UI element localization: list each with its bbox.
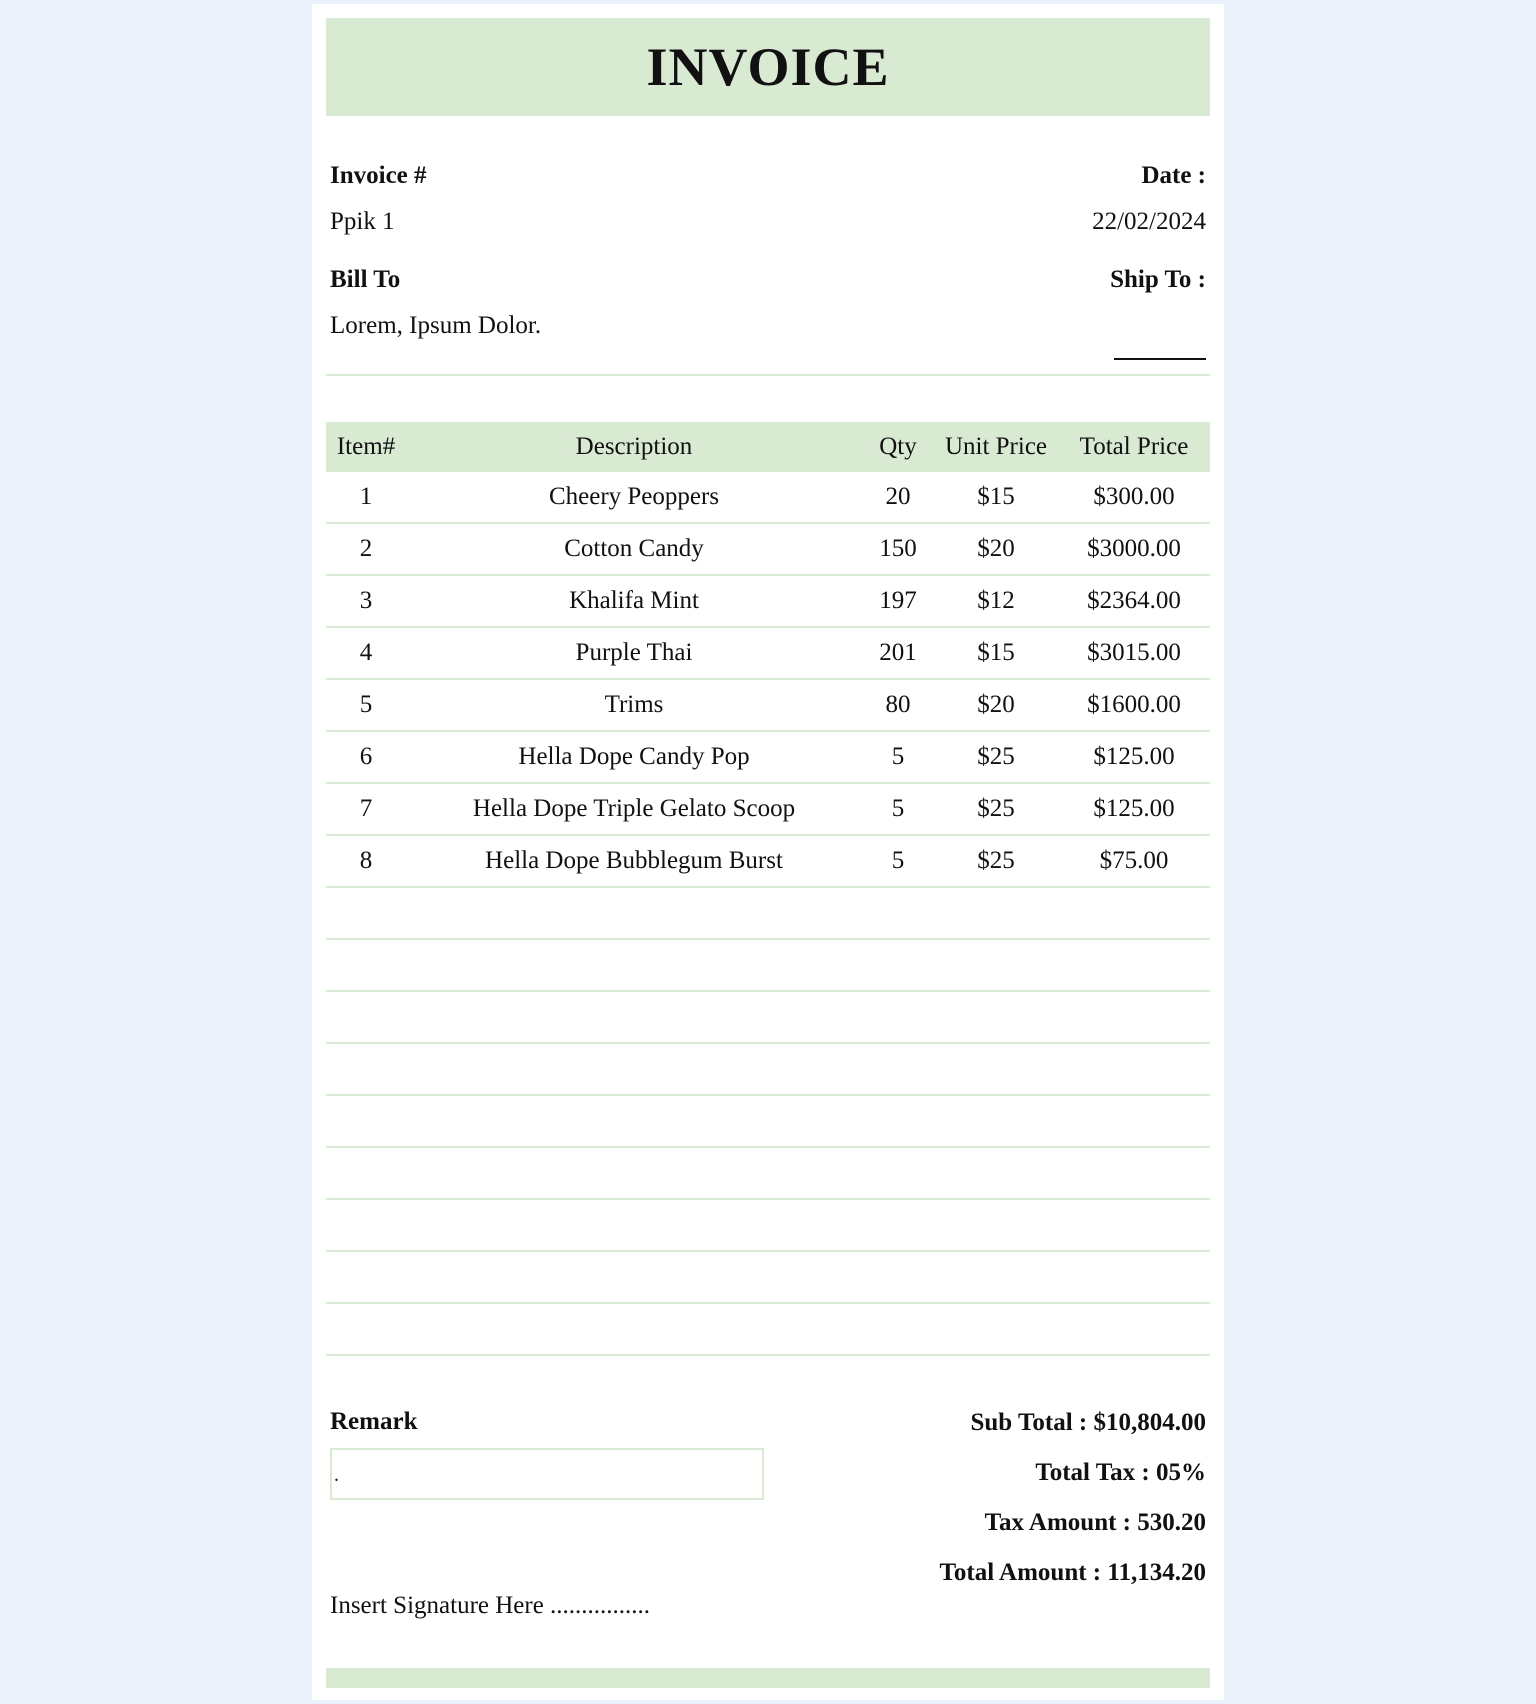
item-number-cell: 1 [326, 472, 406, 523]
item-number-cell [326, 1303, 406, 1355]
item-number-cell: 4 [326, 627, 406, 679]
unit-price-cell [934, 1303, 1058, 1355]
total-price-cell: $125.00 [1058, 731, 1210, 783]
item-number-cell [326, 887, 406, 939]
bill-to-value: Lorem, Ipsum Dolor. [330, 312, 542, 339]
item-number-cell: 6 [326, 731, 406, 783]
qty-cell: 201 [862, 627, 934, 679]
description-cell [406, 887, 862, 939]
table-row [326, 1043, 1210, 1095]
item-number-cell [326, 991, 406, 1043]
total-price-cell [1058, 939, 1210, 991]
remark-label: Remark [330, 1408, 418, 1435]
qty-cell [862, 1147, 934, 1199]
unit-price-cell [934, 1147, 1058, 1199]
unit-price-cell: $15 [934, 627, 1058, 679]
table-row [326, 472, 1210, 523]
item-number-cell [326, 1199, 406, 1251]
ship-to-blank-line [1114, 358, 1206, 360]
qty-cell: 80 [862, 679, 934, 731]
items-table-body [326, 472, 1210, 1355]
column-header-total-price: Total Price [1058, 422, 1210, 472]
unit-price-cell: $25 [934, 835, 1058, 887]
total-price-cell [1058, 1147, 1210, 1199]
table-header-row [326, 422, 1210, 472]
unit-price-cell: $15 [934, 472, 1058, 523]
total-price-cell [1058, 1095, 1210, 1147]
invoice-title: INVOICE [646, 37, 890, 97]
total-price-cell: $2364.00 [1058, 575, 1210, 627]
description-cell [406, 1095, 862, 1147]
signature-line: Insert Signature Here ................ [330, 1592, 651, 1619]
invoice-number-value: Ppik 1 [330, 208, 395, 235]
column-header-description: Description [406, 422, 862, 472]
table-row [326, 1199, 1210, 1251]
qty-cell: 5 [862, 783, 934, 835]
description-cell: Cotton Candy [406, 523, 862, 575]
remark-field[interactable]: . [330, 1448, 764, 1500]
description-cell: Purple Thai [406, 627, 862, 679]
item-number-cell [326, 1043, 406, 1095]
qty-cell [862, 939, 934, 991]
table-row [326, 835, 1210, 887]
item-number-cell [326, 1095, 406, 1147]
invoice-sheet [312, 4, 1224, 1700]
date-label: Date : [1141, 162, 1206, 189]
table-row [326, 1251, 1210, 1303]
description-cell [406, 1043, 862, 1095]
ship-to-label: Ship To : [1110, 266, 1206, 293]
table-row [326, 1303, 1210, 1355]
total-price-cell: $125.00 [1058, 783, 1210, 835]
total-amount: Total Amount : 11,134.20 [939, 1559, 1206, 1586]
items-table [326, 422, 1210, 1356]
table-row [326, 1095, 1210, 1147]
totals-block [940, 1408, 1206, 1608]
date-value: 22/02/2024 [1092, 208, 1206, 235]
column-header-qty: Qty [862, 422, 934, 472]
qty-cell [862, 887, 934, 939]
item-number-cell: 3 [326, 575, 406, 627]
total-price-cell: $300.00 [1058, 472, 1210, 523]
qty-cell [862, 1199, 934, 1251]
description-cell: Trims [406, 679, 862, 731]
invoice-number-label: Invoice # [330, 162, 427, 189]
unit-price-cell [934, 1043, 1058, 1095]
total-price-cell [1058, 887, 1210, 939]
total-price-cell: $3000.00 [1058, 523, 1210, 575]
footer-band [326, 1668, 1210, 1688]
item-number-cell [326, 1251, 406, 1303]
unit-price-cell [934, 1199, 1058, 1251]
description-cell [406, 1251, 862, 1303]
table-row [326, 627, 1210, 679]
total-price-cell [1058, 991, 1210, 1043]
item-number-cell: 2 [326, 523, 406, 575]
unit-price-cell: $12 [934, 575, 1058, 627]
description-cell: Hella Dope Bubblegum Burst [406, 835, 862, 887]
invoice-content [326, 18, 1210, 1619]
qty-cell: 20 [862, 472, 934, 523]
description-cell [406, 1199, 862, 1251]
table-row [326, 939, 1210, 991]
description-cell: Hella Dope Triple Gelato Scoop [406, 783, 862, 835]
description-cell: Cheery Peoppers [406, 472, 862, 523]
table-row [326, 731, 1210, 783]
unit-price-cell: $25 [934, 731, 1058, 783]
total-price-cell: $3015.00 [1058, 627, 1210, 679]
description-cell [406, 991, 862, 1043]
description-cell: Khalifa Mint [406, 575, 862, 627]
qty-cell: 5 [862, 835, 934, 887]
total-price-cell: $1600.00 [1058, 679, 1210, 731]
meta-divider [326, 374, 1210, 376]
qty-cell [862, 1043, 934, 1095]
qty-cell: 197 [862, 575, 934, 627]
table-row [326, 523, 1210, 575]
table-row [326, 783, 1210, 835]
bill-to-label: Bill To [330, 266, 401, 293]
qty-cell [862, 1095, 934, 1147]
total-price-cell [1058, 1251, 1210, 1303]
unit-price-cell [934, 887, 1058, 939]
unit-price-cell [934, 1095, 1058, 1147]
unit-price-cell: $20 [934, 679, 1058, 731]
item-number-cell: 8 [326, 835, 406, 887]
qty-cell: 150 [862, 523, 934, 575]
item-number-cell: 7 [326, 783, 406, 835]
total-price-cell [1058, 1303, 1210, 1355]
total-price-cell [1058, 1199, 1210, 1251]
item-number-cell [326, 1147, 406, 1199]
description-cell [406, 939, 862, 991]
qty-cell [862, 1303, 934, 1355]
item-number-cell: 5 [326, 679, 406, 731]
item-number-cell [326, 939, 406, 991]
description-cell [406, 1303, 862, 1355]
total-tax: Total Tax : 05% [1035, 1459, 1206, 1486]
unit-price-cell [934, 939, 1058, 991]
qty-cell [862, 991, 934, 1043]
total-price-cell: $75.00 [1058, 835, 1210, 887]
column-header-unit-price: Unit Price [934, 422, 1058, 472]
total-price-cell [1058, 1043, 1210, 1095]
table-row [326, 575, 1210, 627]
qty-cell [862, 1251, 934, 1303]
table-row [326, 679, 1210, 731]
invoice-meta [326, 18, 1210, 339]
tax-amount: Tax Amount : 530.20 [984, 1509, 1206, 1536]
unit-price-cell: $25 [934, 783, 1058, 835]
table-row [326, 1147, 1210, 1199]
column-header-item: Item# [326, 422, 406, 472]
unit-price-cell [934, 991, 1058, 1043]
table-row [326, 887, 1210, 939]
description-cell: Hella Dope Candy Pop [406, 731, 862, 783]
qty-cell: 5 [862, 731, 934, 783]
description-cell [406, 1147, 862, 1199]
table-row [326, 991, 1210, 1043]
sub-total: Sub Total : $10,804.00 [970, 1409, 1206, 1436]
unit-price-cell [934, 1251, 1058, 1303]
unit-price-cell: $20 [934, 523, 1058, 575]
